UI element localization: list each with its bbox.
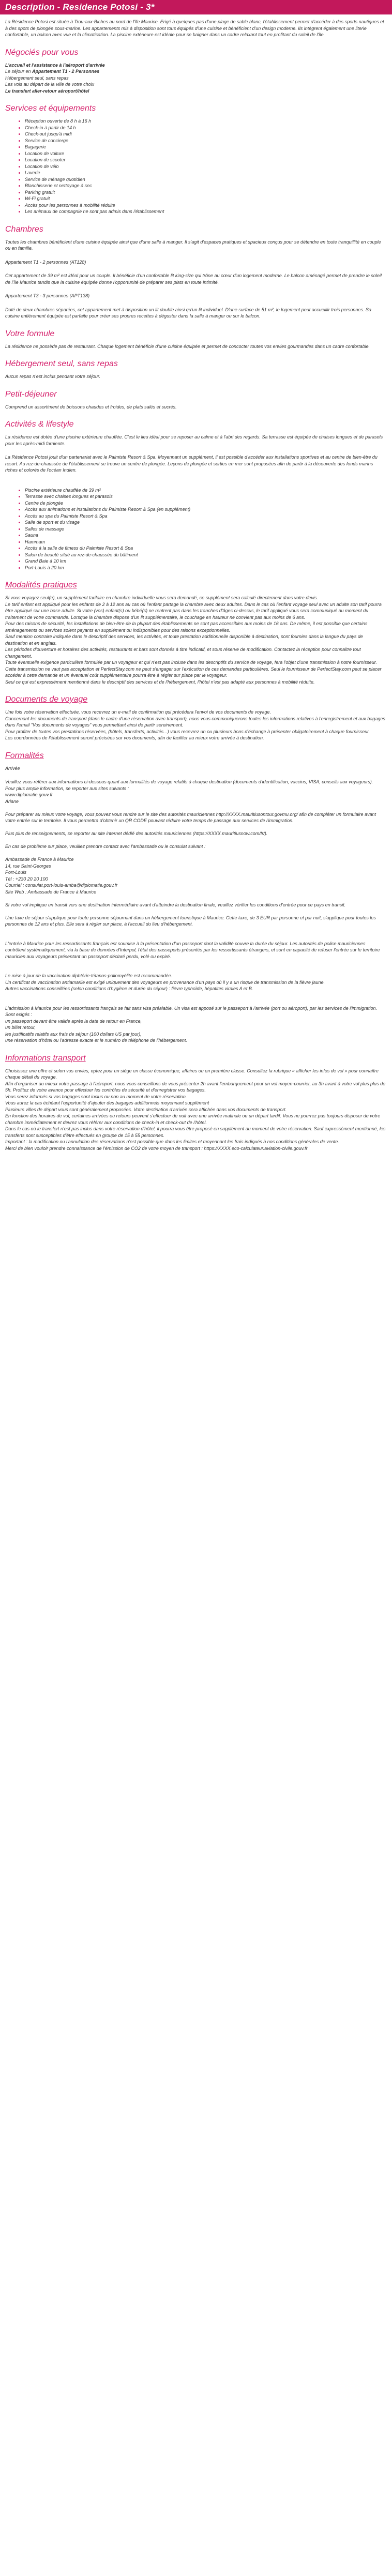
negocies-line: Les vols au départ de la ville de votre choix xyxy=(5,82,95,87)
list-item: • Port-Louis à 20 km xyxy=(25,565,386,571)
petit-dejeuner-text: Comprend un assortiment de boissons chaudes et froides, de plats salés et sucrés. xyxy=(5,404,177,410)
chambres-text: Toutes les chambres bénéficient d'une cuisine équipée ainsi que d'une salle à manger. Il s'agit d'espaces pratiques et spacieux conçus pour se détendre en toute tranquillité en couple ou en famille. xyxy=(5,239,381,251)
negocies-line: Hébergement seul, sans repas xyxy=(5,75,69,81)
list-item: • Check-in à partir de 14 h xyxy=(25,125,386,131)
heading-formule: Votre formule xyxy=(5,329,55,338)
room-t3-text: Doté de deux chambres séparées, cet appartement met à disposition un lit double ainsi qu'un lit individuel. D'une surface de 51 m², le logement peut accueillir trois personnes. Sa cuisine entièrement équipée est parfaite pour créer ses propres recettes à déguster dans la salle à manger ou sur le balcon. xyxy=(5,307,371,319)
heading-modalites: Modalités pratiques xyxy=(5,581,77,589)
room-t1-title: Appartement T1 - 2 personnes (AT128) xyxy=(5,259,86,265)
heading-hebergement: Hébergement seul, sans repas xyxy=(5,359,118,368)
list-item: • Check-out jusqu'à midi xyxy=(25,131,386,138)
activites-text: La résidence est dotée d'une piscine extérieure chauffée. C'est le lieu idéal pour se reposer au calme et à l'abri des regards. Sa terrasse est équipée de chaises longues et de parasols pour les après-midi farniente. xyxy=(5,434,383,446)
documents-text: Une fois votre réservation effectuée, vous recevrez un e-mail de confirmation qui précédera l'envoi de vos documents de voyage. Concernant les documents de transport (dans le cadre d'une réservation avec transport), nous vous communiquerons toutes les informations relatives à l'enregistrement et aux bagages dans l'email "Vos documents de voyages" vous permettant ainsi de partir sereinement. Pour profiter de toutes vos prestations réservées, (hôtels, transferts, activités...) vous recevrez un ou plusieurs bons d'échange à présenter obligatoirement à chaque fournisseur. Les coordonnées de l'établissement seront précisées sur vos documents, afin de faciliter au mieux votre arrivée à destination. xyxy=(5,709,385,740)
formalites-text: Veuillez vous référer aux informations ci-dessous quant aux formalités de voyage relatifs à chaque destination (documents d'identification, vaccins, VISA, conseils aux voyageurs). Pour plus ample information, se reporter aux sites suivants : www.diplomatie.gouv.fr Ariane Pour préparer au mieux votre voyage, vous pouvez vous rendre sur le site des autorités mauriciennes http://XXXX.mauritiusontour.govmu.org/ afin de compléter un formulaire avant votre entrée sur le territoire. Il vous permettra d'obtenir un QR CODE pouvant réduire votre temps de passage aux services de l'immigration. Plus plus de renseignements, se reporter au site internet dédié des autorités mauriciennes (https://XXXX.mauritiusnow.com/fr/). En cas de problème sur place, veuillez prendre contact avec l'ambassade ou le consulat suivant : Ambassade de France à Maurice 14, rue Saint-Georges Port-Louis Tél : +230 20 20 100 Courriel : consulat.port-louis-amba@diplomatie.gouv.fr Site Web : Ambassade de France à Maurice Si votre vol implique un transit vers une destination intermédiaire avant d'atteindre la destination finale, veuillez vérifier les conditions d'entrée pour ce pays en transit. Une taxe de séjour s'applique pour toute personne séjournant dans un hébergement touristique à Maurice. Cette taxe, de 3 EUR par personne et par nuit, s'applique pour toutes les personnes de 12 ans et plus. Elle sera à régler sur place, à l'accueil du lieu d'hébergement. L'entrée à Maurice pour les ressortissants français est soumise à la présentation d'un passeport dont la validité couvre la durée du séjour. Les autorités de police mauriciennes contrôlent systématiquement, via la base de données d'Interpol, l'état des passeports présentés par les ressortissants étrangers, et sont en capacité de refuser l'entrée sur le territoire mauricien aux voyageurs présentant un passeport déclaré perdu, volé ou expiré. Le mise à jour de la vaccination diphtérie-tétanos-poliomyélite est recommandée. Un certificat de vaccination antiamarile est exigé uniquement des voyageurs en provenance d'un pays où il y a un risque de transmission de la fièvre jaune. Autres vaccinations conseillées (selon conditions d'hygiène et durée du séjour) : fièvre typhoïde, hépatites virales A et B. L'admission à Maurice pour les ressortissants français se fait sans visa préalable. Un visa est apposé sur le passeport à l'arrivée (port ou aéroport), par les services de l'immigration. Sont exigés : un passeport devant être valide après la date de retour en France, un billet retour, les justificatifs relatifs aux frais de séjour (100 dollars US par jour), une réservation d'hôtel ou l'adresse exacte et le numéro de téléphone de l'hébergement. xyxy=(5,779,380,1043)
negocies-list xyxy=(5,62,386,95)
list-item: • Location de scooter xyxy=(25,157,386,163)
negocies-line: Le séjour en Appartement T1 - 2 Personnes xyxy=(5,69,100,74)
heading-transport: Informations transport xyxy=(5,1053,86,1063)
list-item: • Réception ouverte de 8 h à 16 h xyxy=(25,118,386,125)
list-item: • Salle de sport et du visage xyxy=(25,519,386,526)
list-item: • Terrasse avec chaises longues et parasols xyxy=(25,493,386,500)
list-item: • Accès au spa du Palmiste Resort & Spa xyxy=(25,513,386,520)
heading-petit-dejeuner: Petit-déjeuner xyxy=(5,389,57,399)
list-item: • Salon de beauté situé au rez-de-chaussée du bâtiment xyxy=(25,552,386,558)
heading-services: Services et équipements xyxy=(5,104,96,113)
list-item: • Wi-Fi gratuit xyxy=(25,195,386,202)
list-item: • Parking gratuit xyxy=(25,189,386,196)
hebergement-text: Aucun repas n'est inclus pendant votre séjour. xyxy=(5,374,100,379)
modalites-text: Si vous voyagez seul(e), un supplément tarifaire en chambre individuelle vous sera demandé, ce supplément sera calculé directement dans votre devis. Le tarif enfant est appliqué pour les enfants de 2 à 12 ans au cas où l'enfant partage la chambre avec deux adultes. Dans le cas où l'enfant voyage seul avec un adulte son tarif pourra être appliqué sur une base adulte. Si votre (vos) enfant(s) ou bébé(s) ne rentrent pas dans les tranches d'âges ci-dessus, le tarif appliqué vous sera communiqué au moment du traitement de votre commande. Lorsque la chambre dispose d'un lit supplémentaire, le couchage en hauteur ne convient pas aux moins de 6 ans. Pour des raisons de sécurité, les installations de bien-être de la plupart des établissements ne sont pas accessibles aux moins de 16 ans. De même, il est possible que certains aménagements ou services soient payants en supplément ou indisponibles pour des raisons exceptionnelles. Sauf mention contraire indiquée dans le descriptif des services, les activités, et toute prestation additionnelle disponible à destination, sont fournies dans la langue du pays de destination et en anglais. Les périodes d'ouverture et horaires des activités, restaurants et bars sont donnés à titre indicatif, et sous réserve de modification. Contactez la réception pour connaître tout changement. Toute éventuelle exigence particulière formulée par un voyageur et qui n'est pas incluse dans les descriptifs du service de voyage, fera l'objet d'une transmission à notre fournisseur. Cette transmission ne vaut pas acceptation et PerfectStay.com ne peut s'engager sur l'exécution de ces demandes particulières. Seul le fournisseur de PerfectStay.com peut se placer accéder à cette demande et un éventuel coût supplémentaire pourra être à régler sur place par le voyageur. Seul ce qui est expressément mentionné dans le descriptif des services et de l'hébergement, l'hôtel n'est pas adapté aux personnes à mobilité réduite. xyxy=(5,595,382,685)
services-list xyxy=(5,118,386,215)
transport-text: Choisissez une offre et selon vos envies, optez pour un siège en classe économique, affaires ou en première classe. Consultez la rubrique « afficher les infos de vol » pour connaître chaque détail du voyage. Afin d'organiser au mieux votre passage à l'aéroport, nous vous conseillons de vous présenter 2h avant l'embarquement pour un vol moyen-courrier, au 3h avant à votre vol plus plus de 5h. Profitez de votre avance pour effectuer les contrôles de sécurité et d'enregistrer vos bagages. Vous serez informés si vos bagages sont inclus ou non au moment de votre réservation. Vous aurez la cas échéant l'opportunité d'ajouter des bagages additionnels moyennant supplément Plusieurs villes de départ vous sont généralement proposées. Votre destination d'arrivée sera affichée dans vos documents de transport. En fonction des horaires de vol, certaines arrivées ou retours peuvent s'effectuer de nuit avec une arrivée matinale ou un départ tardif. Vous ne pourrez pas toujours disposer de votre chambre immédiatement et devrez vous référer aux conditions de check-in et check-out de l'hôtel. Dans le cas où le transfert n'est pas inclus dans votre réservation d'hôtel, il pourra vous être proposé en supplément au moment de votre réservation. Sauf expressément mentionné, les transferts sont susceptibles d'être effectués en groupe de 15 à 55 personnes. Important : la modification ou l'annulation des réservations n'est possible que dans les limites et moyennant les frais indiqués à nos conditions générales de vente. Merci de bien vouloir prendre connaissance de l'émission de CO2 de votre moyen de transport : https://XXXX.eco-calculateur.aviation-civile.gouv.fr xyxy=(5,1068,386,1151)
list-item: • Bagagerie xyxy=(25,144,386,150)
list-item: • Sauna xyxy=(25,532,386,539)
list-item: • Piscine extérieure chauffée de 39 m² xyxy=(25,487,386,494)
heading-chambres: Chambres xyxy=(5,224,43,234)
room-t1-text: Cet appartement de 39 m² est idéal pour un couple. Il bénéficie d'un confortable lit king-size qui trône au cœur d'un logement moderne. Le balcon aménagé permet de prendre le soleil de l'île Maurice tandis que la cuisine équipée donne l'opportunité de préparer ses plats en toute intimité. xyxy=(5,273,382,285)
activites-partner-text: La Résidence Potosi jouit d'un partenariat avec le Palmiste Resort & Spa. Moyennant un supplément, il est possible d'accéder aux installations sportives et au centre de bien-être du resort. Au rez-de-chaussée de l'établissement se trouve un centre de plongée. Leçons de plongée et sorties en mer sont proposées afin de partir à la découverte des fonds marins riches et colorés de l'océan Indien. xyxy=(5,454,378,473)
list-item: • Accès aux animations et installations du Palmiste Resort & Spa (en supplément) xyxy=(25,506,386,513)
room-t3-title: Appartement T3 - 3 personnes (APT138) xyxy=(5,293,90,298)
page xyxy=(0,0,392,1151)
activites-list xyxy=(5,487,386,571)
formule-text: La résidence ne possède pas de restaurant. Chaque logement bénéficie d'une cuisine équipée et permet de concocter toutes vos envies gourmandes dans un cadre confortable. xyxy=(5,343,370,349)
list-item: • Laverie xyxy=(25,170,386,176)
heading-formalites: Formalités xyxy=(5,751,44,760)
heading-activites: Activités & lifestyle xyxy=(5,420,74,429)
list-item: • Centre de plongée xyxy=(25,500,386,507)
intro-text: La Résidence Potosi est située à Trou-aux-Biches au nord de l'île Maurice. Erigé à quelques pas d'une plage de sable blanc, l'établissement permet d'accéder à des sports nautiques et à des spots de plongée sous-marine. Les appartements mis à disposition sont tous équipés d'une cuisine et bénéficient d'un design moderne. Ils intègrent également une literie confortable, un balcon avec vue et la climatisation. La piscine extérieure est idéale pour se baigner dans un cadre relaxant tout en profitant du soleil de l'île. xyxy=(5,19,384,37)
list-item: • Accès à la salle de fitness du Palmiste Resort & Spa xyxy=(25,545,386,552)
heading-documents: Documents de voyage xyxy=(5,695,88,704)
list-item: • Service de ménage quotidien xyxy=(25,176,386,183)
list-item: • Accès pour les personnes à mobilité réduite xyxy=(25,202,386,209)
list-item: • Salles de massage xyxy=(25,526,386,533)
heading-negocies: Négociés pour vous xyxy=(5,48,79,57)
formalites-arrivee: Arrivée xyxy=(5,765,20,771)
list-item: • Les animaux de compagnie ne sont pas admis dans l'établissement xyxy=(25,208,386,215)
list-item: • Blanchisserie et nettoyage à sec xyxy=(25,183,386,189)
page-title: Description - Residence Potosi - 3* xyxy=(0,0,392,14)
list-item: • Hammam xyxy=(25,539,386,545)
list-item: • Grand Baie à 10 km xyxy=(25,558,386,565)
list-item: • Location de voiture xyxy=(25,150,386,157)
list-item: • Service de concierge xyxy=(25,138,386,144)
list-item: • Location de vélo xyxy=(25,163,386,170)
negocies-line: L'accueil et l'assistance à l'aéroport d'arrivée xyxy=(5,62,105,68)
negocies-line: Le transfert aller-retour aéroport/hôtel xyxy=(5,88,89,94)
